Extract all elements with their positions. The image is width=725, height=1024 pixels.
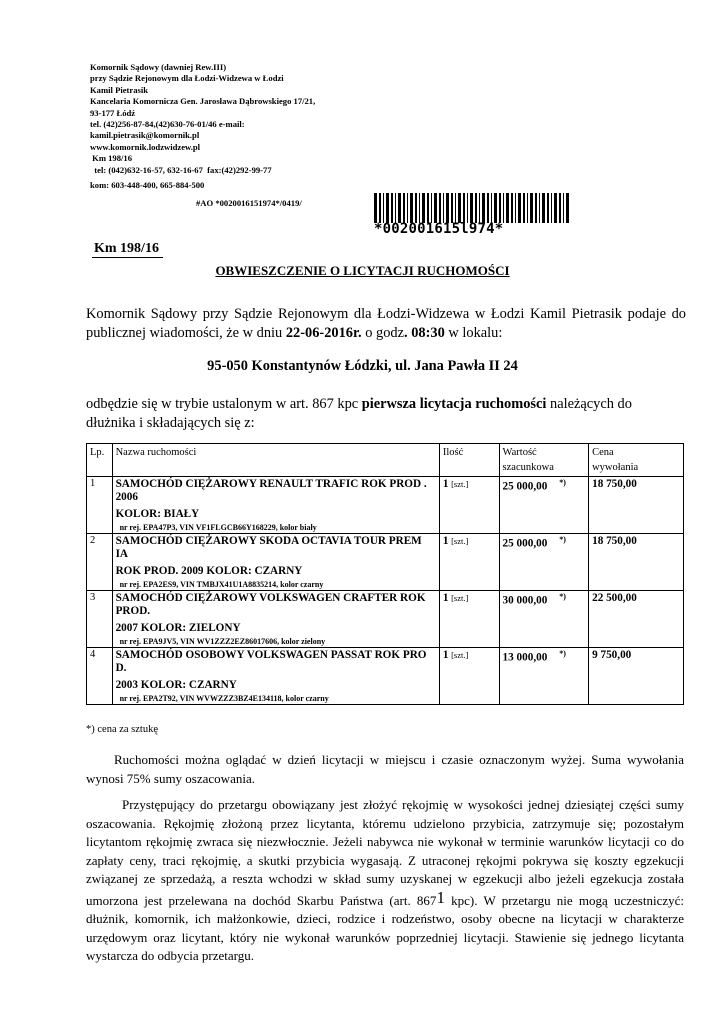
- barcode-bar: [383, 193, 384, 223]
- item-registration: nr rej. EPA47P3, VIN VF1FLGCB66Y168229, kolor biały: [119, 523, 317, 532]
- barcode-text: *002001615l974*: [374, 221, 504, 237]
- item-value: 30 000,00: [502, 594, 548, 607]
- header-qty: Ilość: [439, 444, 499, 477]
- cell-price: 9 750,00: [589, 648, 684, 705]
- barcode-bar: [386, 193, 389, 223]
- viewing-paragraph: Ruchomości można oglądać w dzień licytacji w miejscu i czasie oznaczonym wyżej. Suma wywołania wynosi 75% sumy oszacowania.: [86, 752, 684, 786]
- header-name: Nazwa ruchomości: [112, 444, 439, 477]
- header-line: Km 198/16: [90, 153, 133, 164]
- item-value-mark: *): [559, 592, 566, 601]
- cell-value: [499, 477, 589, 534]
- cell-value: [499, 534, 589, 591]
- auction-address: [0, 358, 725, 375]
- mode-bold: pierwsza licytacja ruchomości: [361, 396, 547, 412]
- intro-paragraph: [86, 305, 686, 343]
- deposit-text-b: kpc). W przetargu nie mogą uczestniczyć: dłużnik, komornik, ich małżonkowie, dzieci, rodzice i rodzeństwo, osoby obecne na licytacji w charakterze urzędowym oraz licytant, który nie wykonał warunków poprzedniej licytacji. Stawienie się jednego licytanta wystarcza do odbycia przetargu.: [86, 892, 685, 963]
- intro-text-b: o godz: [361, 325, 405, 341]
- cell-name: [112, 477, 439, 534]
- cell-qty: [439, 534, 499, 591]
- item-name-line2: KOLOR: BIAŁY: [115, 508, 200, 520]
- barcode-bar: [374, 193, 377, 223]
- header-line: 93-177 Łódź: [90, 107, 136, 118]
- item-name: SAMOCHÓD OSOBOWY VOLKSWAGEN PASSAT ROK PRO D.: [115, 649, 427, 674]
- cell-qty: [439, 648, 499, 705]
- barcode-bar: [494, 193, 497, 223]
- barcode-bar: [443, 193, 444, 223]
- barcode-bar: [403, 193, 405, 223]
- item-value: 25 000,00: [502, 480, 548, 493]
- barcode-bar: [427, 193, 429, 223]
- cell-price: 18 750,00: [589, 477, 684, 534]
- cell-price: 22 500,00: [589, 591, 684, 648]
- barcode-bar: [542, 193, 545, 223]
- barcode-bar: [415, 193, 417, 223]
- barcode-bar: [503, 193, 504, 223]
- header-line: Kamil Pietrasik: [90, 84, 148, 95]
- header-line: tel: (042)632-16-57, 632-16-67 fax:(42)292-99-77: [90, 164, 272, 175]
- header-line: tel. (42)256-87-84,(42)630-76-01/46 e-mail:: [90, 119, 245, 130]
- barcode-bar: [559, 193, 561, 223]
- barcode-bar: [419, 193, 420, 223]
- cell-lp: 4: [87, 648, 113, 705]
- barcode-bar: [482, 193, 485, 223]
- table-row: [87, 648, 684, 705]
- header-price-line1: Cena: [592, 447, 614, 458]
- bailiff-header: [90, 62, 315, 191]
- barcode-bar: [458, 193, 461, 223]
- header-mobile-line: kom: 603-448-400, 665-884-500: [90, 180, 205, 191]
- barcode-bar: [398, 193, 401, 223]
- barcode-bar: [470, 193, 473, 223]
- cell-name: [112, 534, 439, 591]
- barcode-bar: [523, 193, 525, 223]
- auction-date: 22-06-2016r.: [285, 325, 362, 341]
- barcode-bar: [547, 193, 549, 223]
- barcode-bar: [463, 193, 465, 223]
- item-unit: [szt.]: [451, 536, 469, 546]
- barcode-bar: [379, 193, 381, 223]
- item-qty: 1: [442, 535, 449, 547]
- barcode-bar: [530, 193, 533, 223]
- items-table: [86, 443, 684, 705]
- mode-text-b: należących do dłużnika i składających się z:: [86, 396, 632, 431]
- barcode-bar: [491, 193, 492, 223]
- cell-qty: [439, 477, 499, 534]
- table-row: [87, 477, 684, 534]
- deposit-text-a: Przystępujący do przetargu obowiązany jest złożyć rękojmię w wysokości jednej dziesiątej części sumy oszacowania. Rękojmię złożoną przez licytanta, któremu udzielono przybicia, zatrzymuje się; pozostałym licytantom rękojmię zwraca się niezwłocznie. Jeżeli nabywca nie wykonał w terminie warunków licytacji co do zapłaty ceny, traci rękojmię, a skutki przybicia wygasają. Z utraconej rękojmi pokrywa się koszty egzekucji związanej ze sprzedażą, a reszta wchodzi w skład sumy uzyskanej w egzekucji albo jeżeli egzekucja została umorzona jest przelewana na dochód Skarbu Państwa (art. 867: [86, 797, 684, 908]
- cell-name: [112, 591, 439, 648]
- header-line: Kancelaria Komornicza Gen. Jarosława Dąbrowskiego 17/21,: [90, 96, 316, 107]
- barcode-bar: [518, 193, 521, 223]
- item-value: 25 000,00: [502, 537, 548, 550]
- header-line: kamil.pietrasik@komornik.pl: [90, 130, 200, 141]
- item-name-line2: 2007 KOLOR: ZIELONY: [115, 622, 241, 634]
- case-number: Km 198/16: [92, 241, 163, 258]
- barcode-bar: [467, 193, 468, 223]
- mode-text-a: odbędzie się w trybie ustalonym w art. 867 kpc: [86, 396, 362, 412]
- cell-price: 18 750,00: [589, 534, 684, 591]
- cell-value: [499, 591, 589, 648]
- article-superscript: 1: [436, 887, 445, 907]
- barcode-bar: [395, 193, 396, 223]
- barcode-bar: [515, 193, 516, 223]
- cell-qty: [439, 591, 499, 648]
- auction-time: . 08:30: [404, 325, 445, 341]
- item-unit: [szt.]: [451, 650, 469, 660]
- price-footnote: *) cena za sztukę: [86, 724, 158, 735]
- barcode-bar: [475, 193, 477, 223]
- header-line: Komornik Sądowy (dawniej Rew.III): [90, 62, 227, 72]
- cell-lp: 2: [87, 534, 113, 591]
- header-value: [499, 444, 589, 477]
- page-title: OBWIESZCZENIE O LICYTACJI RUCHOMOŚCI: [215, 263, 510, 278]
- item-value: 13 000,00: [502, 651, 548, 664]
- header-line: www.komornik.lodzwidzew.pl: [90, 141, 201, 152]
- item-value-mark: *): [559, 649, 566, 658]
- table-row: [87, 591, 684, 648]
- table-header-row: [87, 444, 684, 477]
- item-name-line2: ROK PROD. 2009 KOLOR: CZARNY: [115, 565, 303, 577]
- barcode-bar: [410, 193, 413, 223]
- item-name: SAMOCHÓD CIĘŻAROWY VOLKSWAGEN CRAFTER ROK PROD.: [115, 592, 426, 617]
- barcode-bar: [566, 193, 569, 223]
- header-price: [589, 444, 684, 477]
- barcode-bar: [434, 193, 437, 223]
- barcode-bar: [511, 193, 513, 223]
- barcode-bar: [439, 193, 441, 223]
- ao-reference: #AO *0020016151974*/0419/: [196, 198, 302, 208]
- item-registration: nr rej. EPA2T92, VIN WVWZZZ3BZ4E134118, kolor czarny: [119, 694, 329, 703]
- barcode-bar: [479, 193, 480, 223]
- header-lp: Lp.: [87, 444, 113, 477]
- item-value-mark: *): [559, 535, 566, 544]
- item-unit: [szt.]: [451, 593, 469, 603]
- item-qty: 1: [442, 649, 449, 661]
- header-value-line2: szacunkowa: [502, 462, 554, 473]
- barcode-bar: [451, 193, 453, 223]
- item-qty: 1: [442, 592, 449, 604]
- auction-mode-paragraph: [86, 395, 646, 433]
- barcode-bar: [446, 193, 449, 223]
- item-unit: [szt.]: [451, 479, 469, 489]
- barcode-bar: [407, 193, 408, 223]
- intro-text-c: w lokalu:: [444, 325, 503, 341]
- deposit-paragraph: [86, 796, 684, 966]
- barcode-bar: [535, 193, 537, 223]
- barcode-bars: [372, 193, 572, 223]
- intro-text-a: Komornik Sądowy przy Sądzie Rejonowym dla Łodzi-Widzewa w Łodzi Kamil Pietrasik podaje do publicznej wiadomości, że w dniu: [86, 306, 686, 341]
- barcode-bar: [487, 193, 489, 223]
- address-street: , ul. Jana Pawła II 24: [387, 358, 518, 374]
- barcode-bar: [391, 193, 393, 223]
- barcode-bar: [563, 193, 564, 223]
- header-price-line2: wywołania: [592, 462, 639, 473]
- address-city: 95-050 Konstantynów Łódzki: [207, 358, 388, 374]
- item-name: SAMOCHÓD CIĘŻAROWY RENAULT TRAFIC ROK PROD . 2006: [115, 478, 427, 503]
- barcode-bar: [506, 193, 509, 223]
- item-name-line2: 2003 KOLOR: CZARNY: [115, 679, 237, 691]
- item-registration: nr rej. EPA2ES9, VIN TMBJX41U1A8835214, kolor czarny: [119, 580, 324, 589]
- barcode-bar: [455, 193, 456, 223]
- item-name: SAMOCHÓD CIĘŻAROWY SKODA OCTAVIA TOUR PREM IA: [115, 535, 422, 560]
- barcode-bar: [539, 193, 540, 223]
- header-line: przy Sądzie Rejonowym dla Łodzi-Widzewa w Łodzi: [90, 73, 284, 84]
- item-registration: nr rej. EPA9JV5, VIN WV1ZZZ2EZ86017606, kolor zielony: [119, 637, 326, 646]
- barcode-bar: [527, 193, 528, 223]
- barcode-image: [372, 193, 572, 223]
- item-qty: 1: [442, 478, 449, 490]
- cell-name: [112, 648, 439, 705]
- barcode-bar: [431, 193, 432, 223]
- barcode-bar: [554, 193, 557, 223]
- cell-value: [499, 648, 589, 705]
- header-value-line1: Wartość: [502, 447, 537, 458]
- barcode-bar: [422, 193, 425, 223]
- table-row: [87, 534, 684, 591]
- barcode-bar: [551, 193, 552, 223]
- item-value-mark: *): [559, 478, 566, 487]
- barcode-bar: [499, 193, 501, 223]
- cell-lp: 1: [87, 477, 113, 534]
- cell-lp: 3: [87, 591, 113, 648]
